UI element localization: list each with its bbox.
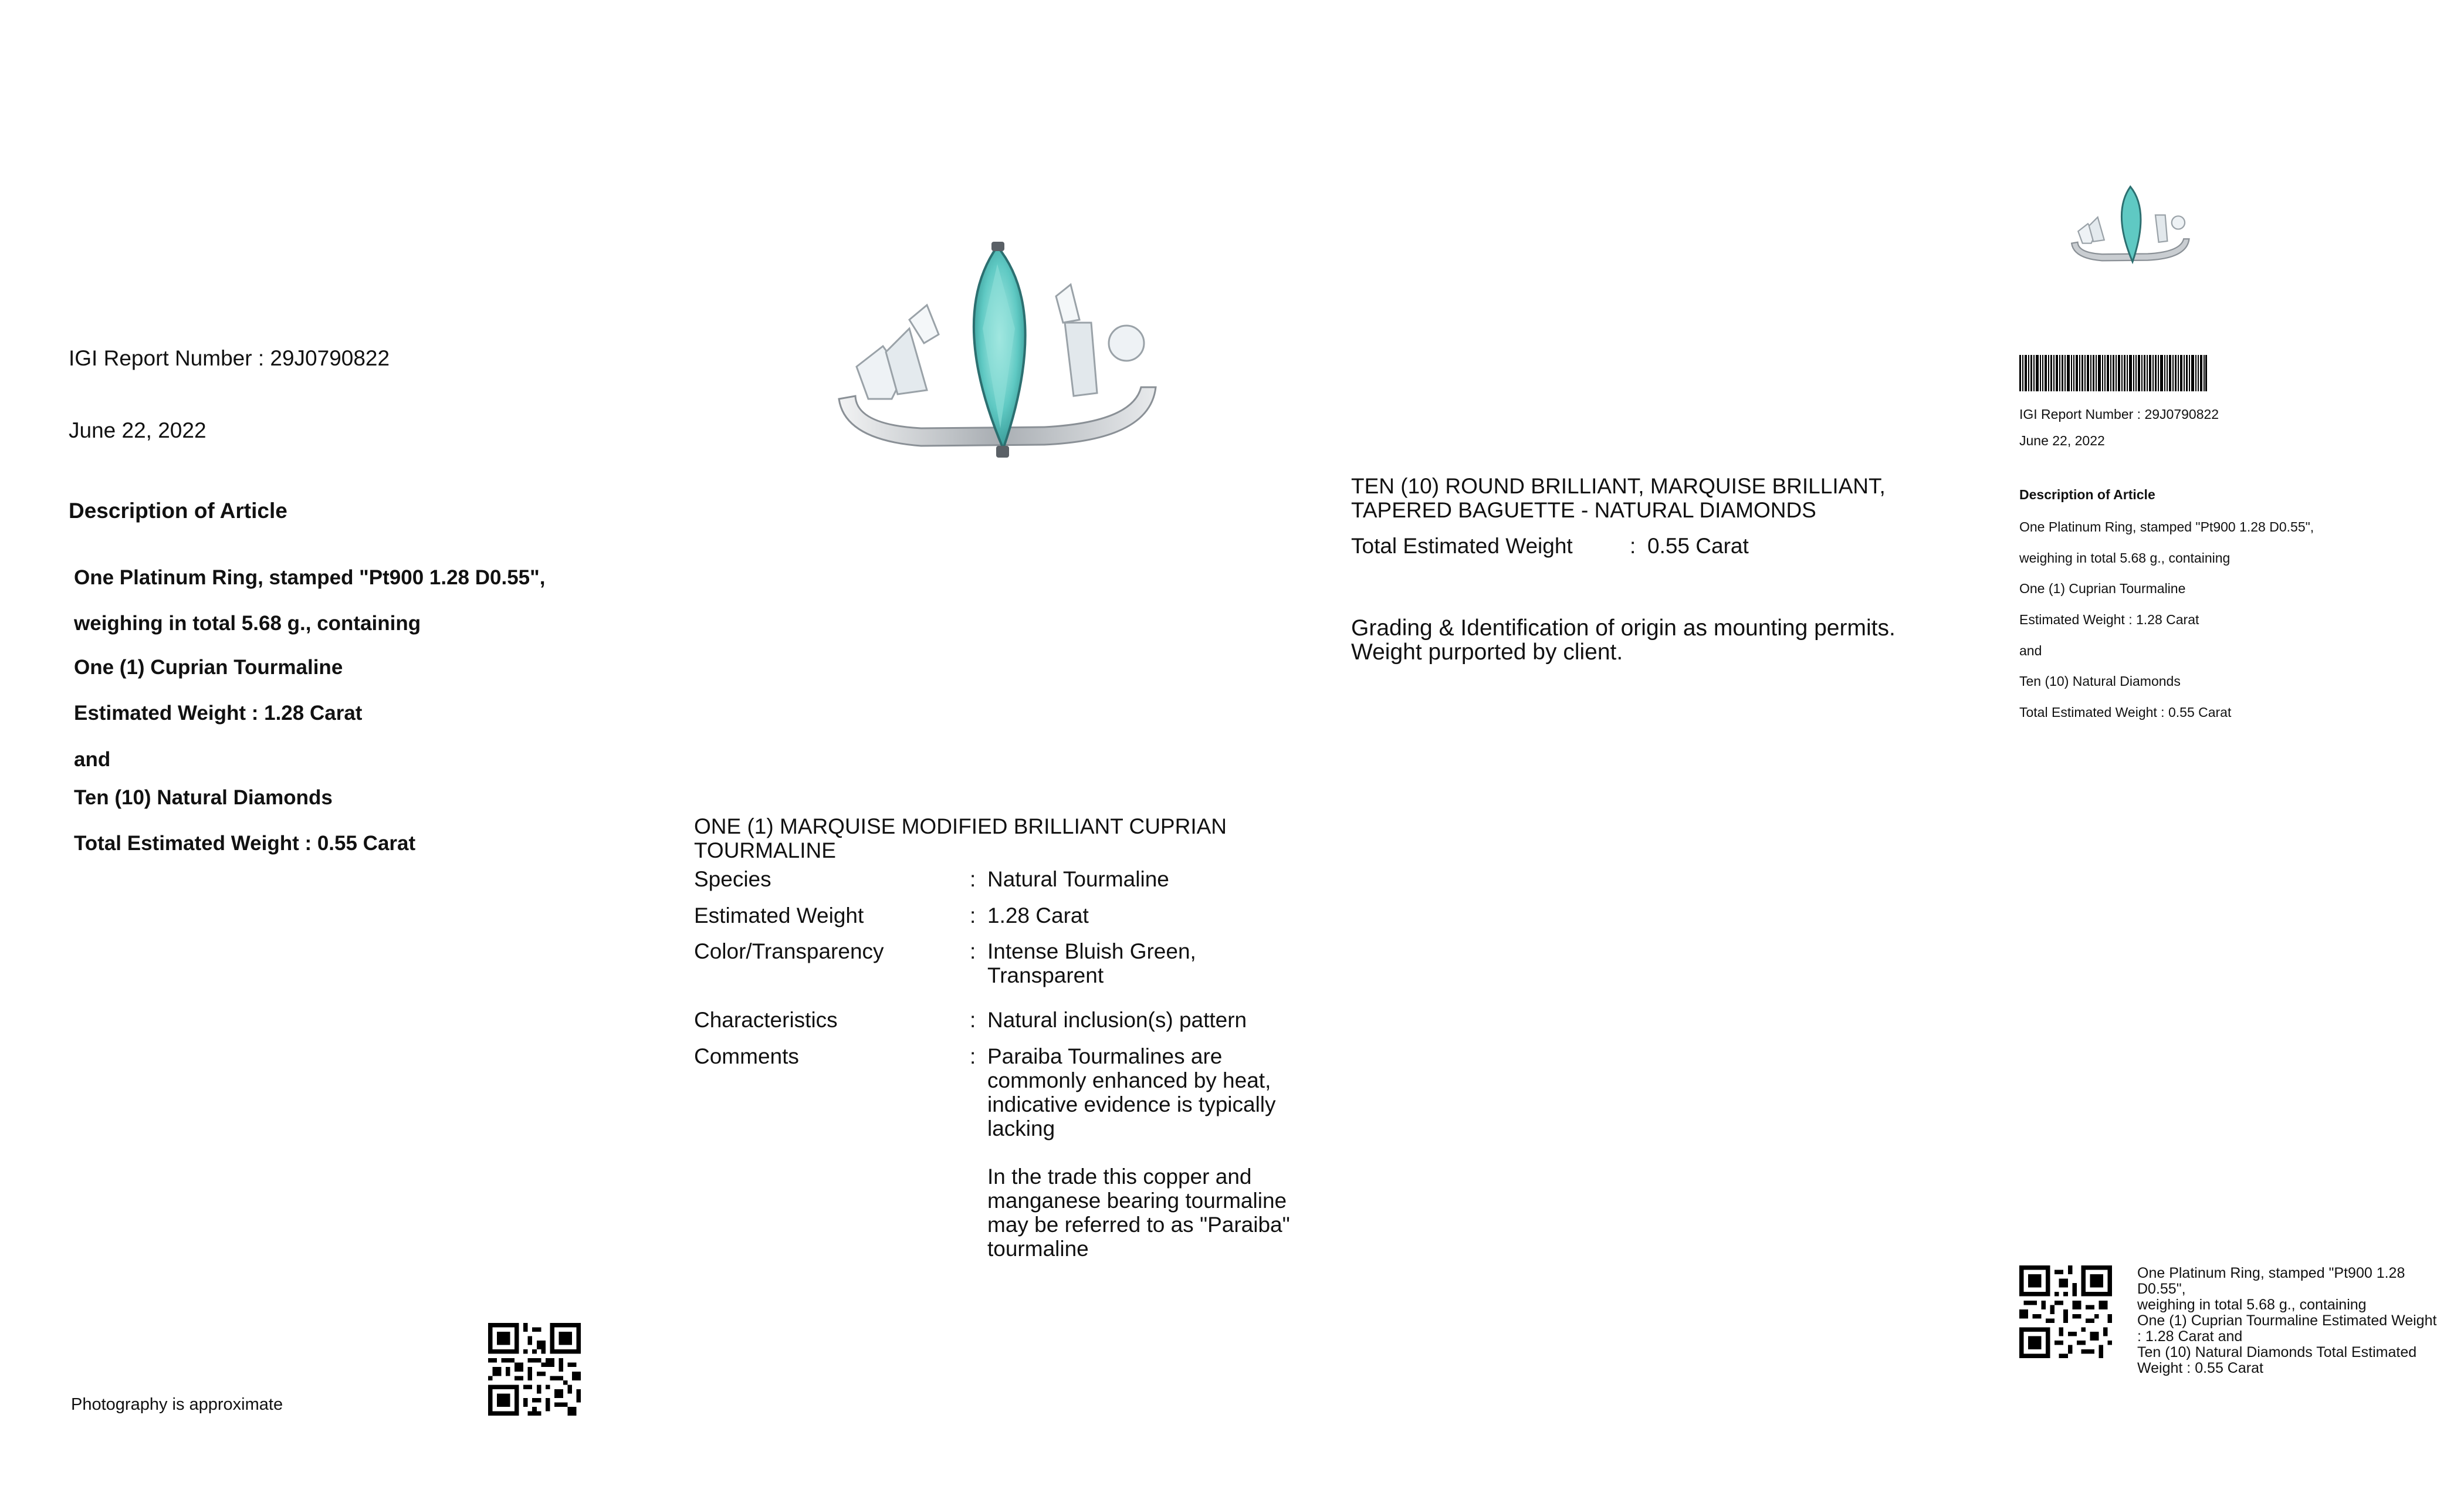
report-number: IGI Report Number : 29J0790822 xyxy=(69,346,390,370)
spec-colon: : xyxy=(970,867,976,891)
photo-note: Photography is approximate xyxy=(71,1395,283,1414)
grading-note xyxy=(1351,616,1996,664)
right-description-line: Estimated Weight : 1.28 Carat xyxy=(2019,612,2199,627)
report-date: June 22, 2022 xyxy=(69,418,207,442)
spec-value: Natural Tourmaline xyxy=(987,867,1169,891)
qr-description-line: One Platinum Ring, stamped "Pt900 1.28 xyxy=(2137,1265,2405,1281)
spec-label: Color/Transparency xyxy=(694,939,884,963)
diamond-section xyxy=(1351,474,1996,558)
right-description-line: Ten (10) Natural Diamonds xyxy=(2019,673,2181,689)
description-line: One (1) Cuprian Tourmaline xyxy=(74,656,343,679)
spec-label: Characteristics xyxy=(694,1008,838,1032)
qr-description-line: : 1.28 Carat and xyxy=(2137,1328,2243,1345)
qr-description xyxy=(2137,1265,2448,1376)
spec-value: Natural inclusion(s) pattern xyxy=(987,1008,1247,1032)
qr-code-icon[interactable] xyxy=(488,1323,581,1416)
description-line: One Platinum Ring, stamped "Pt900 1.28 D0.55", xyxy=(74,566,546,589)
description-heading: Description of Article xyxy=(69,499,287,523)
diamond-title: TEN (10) ROUND BRILLIANT, MARQUISE BRILLIANT, TAPERED BAGUETTE - NATURAL DIAMONDS xyxy=(1351,474,1886,522)
diamond-weight-colon: : xyxy=(1630,534,1636,558)
qr-description-line: Weight : 0.55 Carat xyxy=(2137,1360,2263,1376)
right-description-line: Total Estimated Weight : 0.55 Carat xyxy=(2019,705,2232,720)
right-report-number: IGI Report Number : 29J0790822 xyxy=(2019,407,2219,422)
spec-colon: : xyxy=(970,1008,976,1032)
description-line: and xyxy=(74,748,111,771)
right-description-line: One (1) Cuprian Tourmaline xyxy=(2019,581,2186,596)
qr-description-line: D0.55", xyxy=(2137,1281,2186,1297)
qr-description-line: One (1) Cuprian Tourmaline Estimated Weight xyxy=(2137,1312,2437,1329)
grading-line: Weight purported by client. xyxy=(1351,639,1623,665)
spec-value: Intense Bluish Green, Transparent xyxy=(987,939,1196,987)
ring-thumbnail-icon xyxy=(2065,182,2200,270)
diamond-weight-label: Total Estimated Weight xyxy=(1351,534,1573,558)
description-line: weighing in total 5.68 g., containing xyxy=(74,612,421,635)
tourmaline-title: ONE (1) MARQUISE MODIFIED BRILLIANT CUPRIAN TOURMALINE xyxy=(694,814,1227,862)
right-description-line: and xyxy=(2019,643,2042,658)
spec-value: 1.28 Carat xyxy=(987,903,1089,928)
description-line: Estimated Weight : 1.28 Carat xyxy=(74,702,363,725)
spec-label: Comments xyxy=(694,1044,799,1068)
barcode-icon xyxy=(2019,355,2207,391)
right-description-heading: Description of Article xyxy=(2019,487,2155,502)
comment-paragraph: Paraiba Tourmalines are commonly enhanced by heat, indicative evidence is typically lacking xyxy=(987,1044,1276,1140)
right-description-line: One Platinum Ring, stamped "Pt900 1.28 D0.55", xyxy=(2019,519,2314,534)
tourmaline-section xyxy=(694,814,1339,1261)
comment-paragraph: In the trade this copper and manganese bearing tourmaline may be referred to as "Paraiba" tourmaline xyxy=(987,1165,1290,1261)
spec-label: Species xyxy=(694,867,771,891)
qr-code-icon[interactable] xyxy=(2019,1265,2112,1358)
description-line: Total Estimated Weight : 0.55 Carat xyxy=(74,832,416,855)
qr-description-line: Ten (10) Natural Diamonds Total Estimated xyxy=(2137,1344,2417,1360)
diamond-weight-value: 0.55 Carat xyxy=(1647,534,1749,558)
spec-colon: : xyxy=(970,903,976,928)
spec-value-group xyxy=(987,1044,1316,1261)
description-line: Ten (10) Natural Diamonds xyxy=(74,786,333,809)
spec-colon: : xyxy=(970,1044,976,1068)
spec-colon: : xyxy=(970,939,976,963)
spec-label: Estimated Weight xyxy=(694,903,864,928)
right-description-line: weighing in total 5.68 g., containing xyxy=(2019,550,2231,566)
qr-description-line: weighing in total 5.68 g., containing xyxy=(2137,1297,2367,1313)
ring-photo-icon xyxy=(821,241,1185,463)
grading-line: Grading & Identification of origin as mounting permits. xyxy=(1351,615,1896,641)
right-report-date: June 22, 2022 xyxy=(2019,433,2105,448)
